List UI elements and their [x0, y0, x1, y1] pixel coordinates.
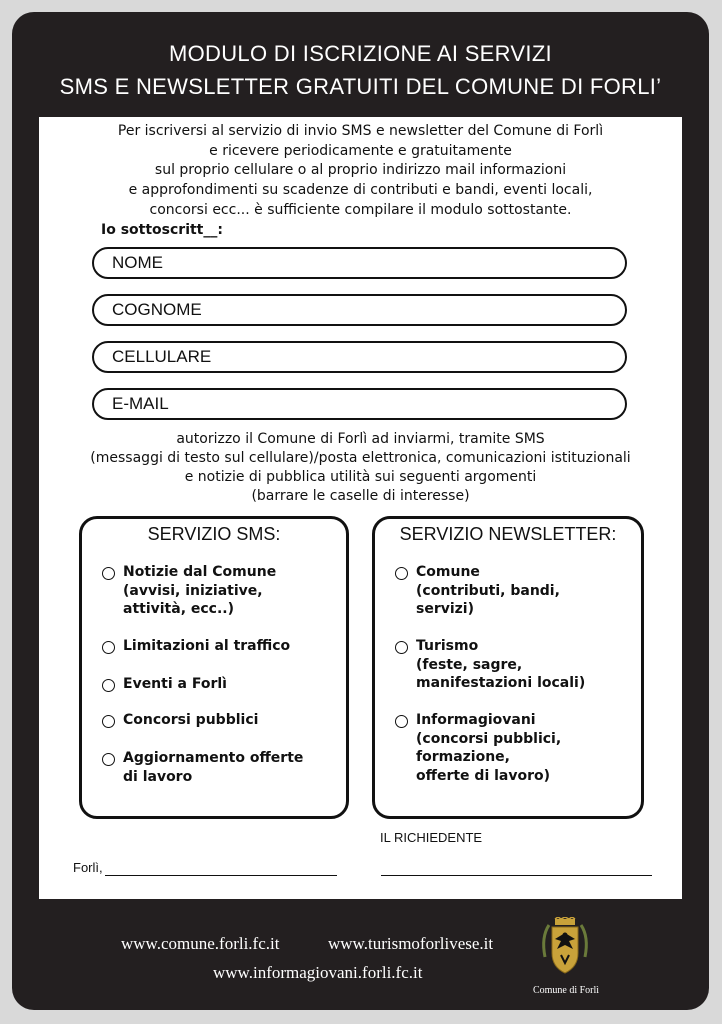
option-label: Notizie dal Comune (avvisi, iniziative, attività, ecc..)	[123, 564, 277, 617]
date-signature-line[interactable]	[105, 875, 337, 876]
cognome-field[interactable]	[92, 294, 627, 326]
newsletter-option-comune[interactable]	[395, 563, 560, 619]
cellulare-label: CELLULARE	[112, 347, 212, 366]
sms-service-title: SERVIZIO SMS:	[147, 524, 281, 544]
newsletter-service-title: SERVIZIO NEWSLETTER:	[399, 524, 617, 544]
authorization-line: autorizzo il Comune di Forlì ad inviarmi, tramite SMS	[176, 431, 545, 447]
richiedente-signature-line[interactable]	[381, 875, 652, 876]
nome-field[interactable]	[92, 247, 627, 279]
email-label: E-MAIL	[112, 394, 169, 413]
option-label: Eventi a Forlì	[123, 676, 227, 692]
option-label: Limitazioni al traffico	[123, 638, 291, 654]
sms-option-notizie[interactable]	[102, 563, 276, 619]
newsletter-option-turismo[interactable]	[395, 637, 585, 693]
turismo-website-link[interactable]: www.turismoforlivese.it	[328, 934, 494, 953]
radio-circle-icon[interactable]	[102, 641, 115, 654]
radio-circle-icon[interactable]	[102, 715, 115, 728]
authorization-line: (messaggi di testo sul cellulare)/posta elettronica, comunicazioni istituzionali	[90, 450, 631, 466]
form-title-line1: MODULO DI ISCRIZIONE AI SERVIZI	[169, 41, 552, 66]
option-label: Concorsi pubblici	[123, 712, 259, 728]
sms-option-eventi[interactable]	[102, 675, 227, 694]
radio-circle-icon[interactable]	[102, 753, 115, 766]
place-date-label: Forlì,	[73, 860, 103, 875]
intro-line: e ricevere periodicamente e gratuitamente	[209, 142, 512, 159]
intro-line: Per iscriversi al servizio di invio SMS e newsletter del Comune di Forlì	[117, 123, 604, 139]
cognome-label: COGNOME	[112, 300, 202, 319]
authorization-line: e notizie di pubblica utilità sui seguenti argomenti	[184, 469, 537, 485]
authorization-text	[39, 430, 682, 506]
authorization-line: (barrare le caselle di interesse)	[251, 488, 470, 504]
nome-label: NOME	[112, 253, 163, 272]
radio-circle-icon[interactable]	[102, 679, 115, 692]
comune-website-link[interactable]: www.comune.forli.fc.it	[121, 934, 280, 953]
option-label: Aggiornamento offerte di lavoro	[123, 750, 304, 785]
option-label: Informagiovani (concorsi pubblici, formazione, offerte di lavoro)	[416, 712, 562, 784]
form-sheet	[39, 117, 682, 899]
option-label: Comune (contributi, bandi, servizi)	[416, 564, 560, 617]
sms-option-lavoro[interactable]	[102, 749, 303, 786]
cellulare-field[interactable]	[92, 341, 627, 373]
intro-line: concorsi ecc... è sufficiente compilare il modulo sottostante.	[149, 201, 572, 218]
radio-circle-icon[interactable]	[395, 641, 408, 654]
intro-line: e approfondimenti su scadenze di contributi e bandi, eventi locali,	[128, 182, 593, 199]
option-label: Turismo (feste, sagre, manifestazioni locali)	[416, 638, 586, 691]
informagiovani-website-link[interactable]: www.informagiovani.forli.fc.it	[213, 963, 423, 982]
form-title-line2: SMS E NEWSLETTER GRATUITI DEL COMUNE DI FORLI’	[59, 74, 662, 99]
radio-circle-icon[interactable]	[102, 567, 115, 580]
sms-option-traffico[interactable]	[102, 637, 290, 656]
intro-line: sul proprio cellulare o al proprio indirizzo mail informazioni	[154, 162, 567, 179]
crest-label: Comune di Forlì	[532, 985, 600, 996]
email-field[interactable]	[92, 388, 627, 420]
newsletter-option-informagiovani[interactable]	[395, 711, 561, 785]
sottoscritto-label: Io sottoscritt__:	[101, 222, 223, 238]
comune-crest-icon	[539, 917, 591, 979]
sms-service-box	[79, 516, 349, 819]
radio-circle-icon[interactable]	[395, 715, 408, 728]
sms-option-concorsi[interactable]	[102, 711, 258, 730]
intro-text	[39, 122, 682, 221]
newsletter-service-box	[372, 516, 644, 819]
richiedente-label: IL RICHIEDENTE	[380, 830, 483, 845]
radio-circle-icon[interactable]	[395, 567, 408, 580]
